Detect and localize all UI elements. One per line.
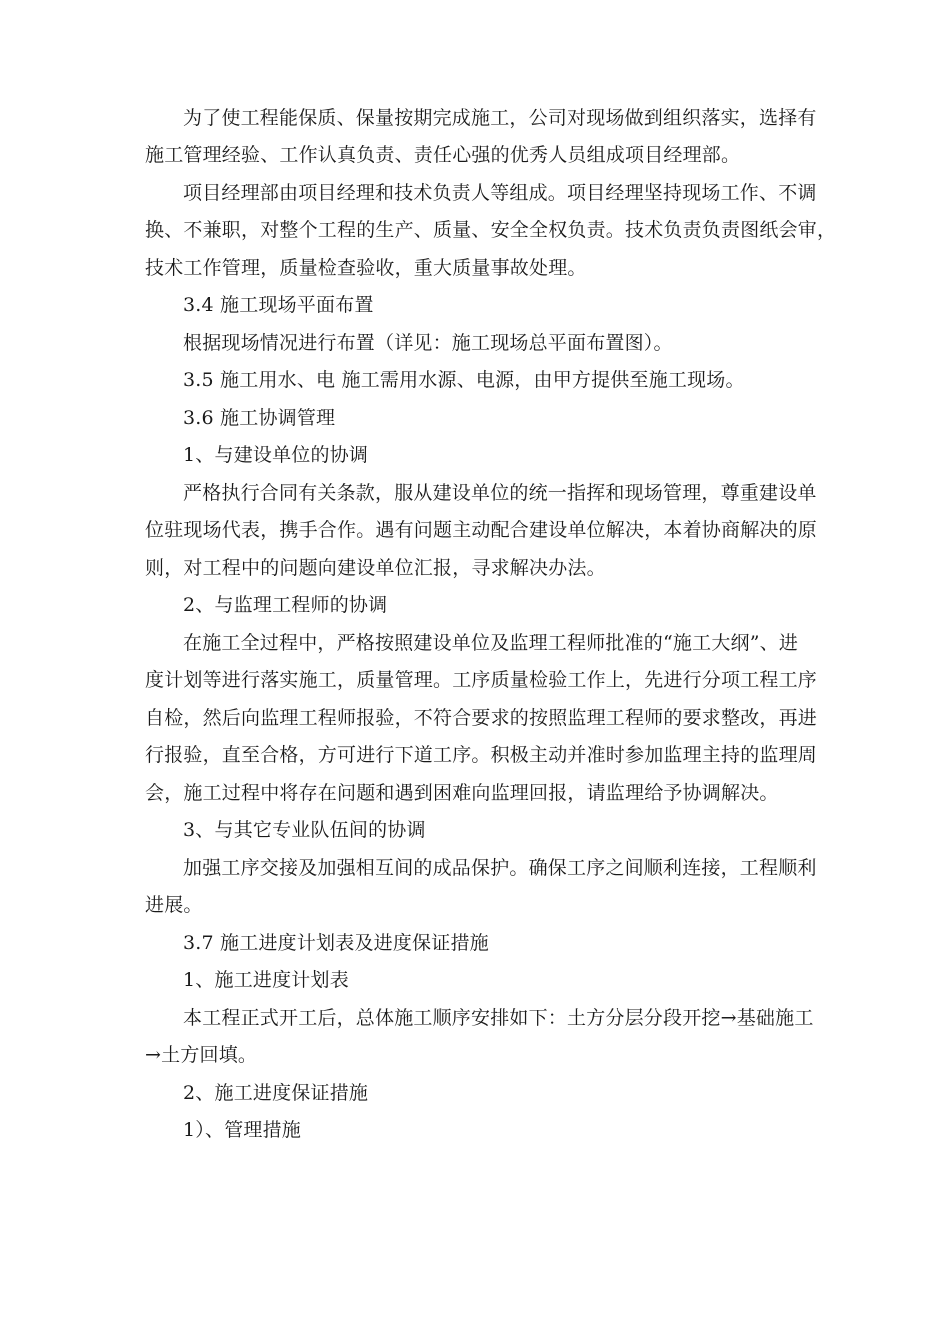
subsection-heading: 1、与建设单位的协调 <box>183 444 369 466</box>
text-line: 位驻现场代表，携手合作。遇有问题主动配合建设单位解决，本着协商解决的原 <box>145 519 818 541</box>
text-line: 进展。 <box>145 894 203 916</box>
subsection-heading: 3、与其它专业队伍间的协调 <box>183 819 426 841</box>
text-line: 严格执行合同有关条款，服从建设单位的统一指挥和现场管理，尊重建设单 <box>183 482 817 504</box>
section-heading: 3.5 施工用水、电 施工需用水源、电源，由甲方提供至施工现场。 <box>183 369 745 391</box>
text-line: 根据现场情况进行布置（详见：施工现场总平面布置图）。 <box>183 332 673 354</box>
text-line: 度计划等进行落实施工，质量管理。工序质量检验工作上，先进行分项工程工序 <box>145 669 818 691</box>
section-heading: 3.4 施工现场平面布置 <box>183 294 374 316</box>
subsection-heading: 1）、管理措施 <box>183 1119 301 1141</box>
text-line: 则，对工程中的问题向建设单位汇报，寻求解决办法。 <box>145 557 606 579</box>
text-line: 加强工序交接及加强相互间的成品保护。确保工序之间顺利连接，工程顺利 <box>183 857 817 879</box>
text-line: 项目经理部由项目经理和技术负责人等组成。项目经理坚持现场工作、不调 <box>183 182 817 204</box>
text-line: 为了使工程能保质、保量按期完成施工，公司对现场做到组织落实，选择有 <box>183 107 817 129</box>
section-heading: 3.6 施工协调管理 <box>183 407 336 429</box>
text-line: 本工程正式开工后，总体施工顺序安排如下：土方分层分段开挖→基础施工 <box>183 1007 814 1029</box>
subsection-heading: 1、施工进度计划表 <box>183 969 349 991</box>
subsection-heading: 2、与监理工程师的协调 <box>183 594 388 616</box>
subsection-heading: 2、施工进度保证措施 <box>183 1082 369 1104</box>
section-heading: 3.7 施工进度计划表及进度保证措施 <box>183 932 489 954</box>
text-line: 施工管理经验、工作认真负责、责任心强的优秀人员组成项目经理部。 <box>145 144 741 166</box>
text-line: 行报验，直至合格，方可进行下道工序。积极主动并准时参加监理主持的监理周 <box>145 744 818 766</box>
text-line: 换、不兼职，对整个工程的生产、质量、安全全权负责。技术负责负责图纸会审， <box>145 219 837 241</box>
text-line: 会，施工过程中将存在问题和遇到困难向监理回报，请监理给予协调解决。 <box>145 782 779 804</box>
text-line: →土方回填。 <box>145 1044 258 1066</box>
text-line: 自检，然后向监理工程师报验，不符合要求的按照监理工程师的要求整改，再进 <box>145 707 818 729</box>
text-line: 在施工全过程中，严格按照建设单位及监理工程师批准的“施工大纲”、进 <box>183 632 799 654</box>
text-line: 技术工作管理，质量检查验收，重大质量事故处理。 <box>145 257 587 279</box>
